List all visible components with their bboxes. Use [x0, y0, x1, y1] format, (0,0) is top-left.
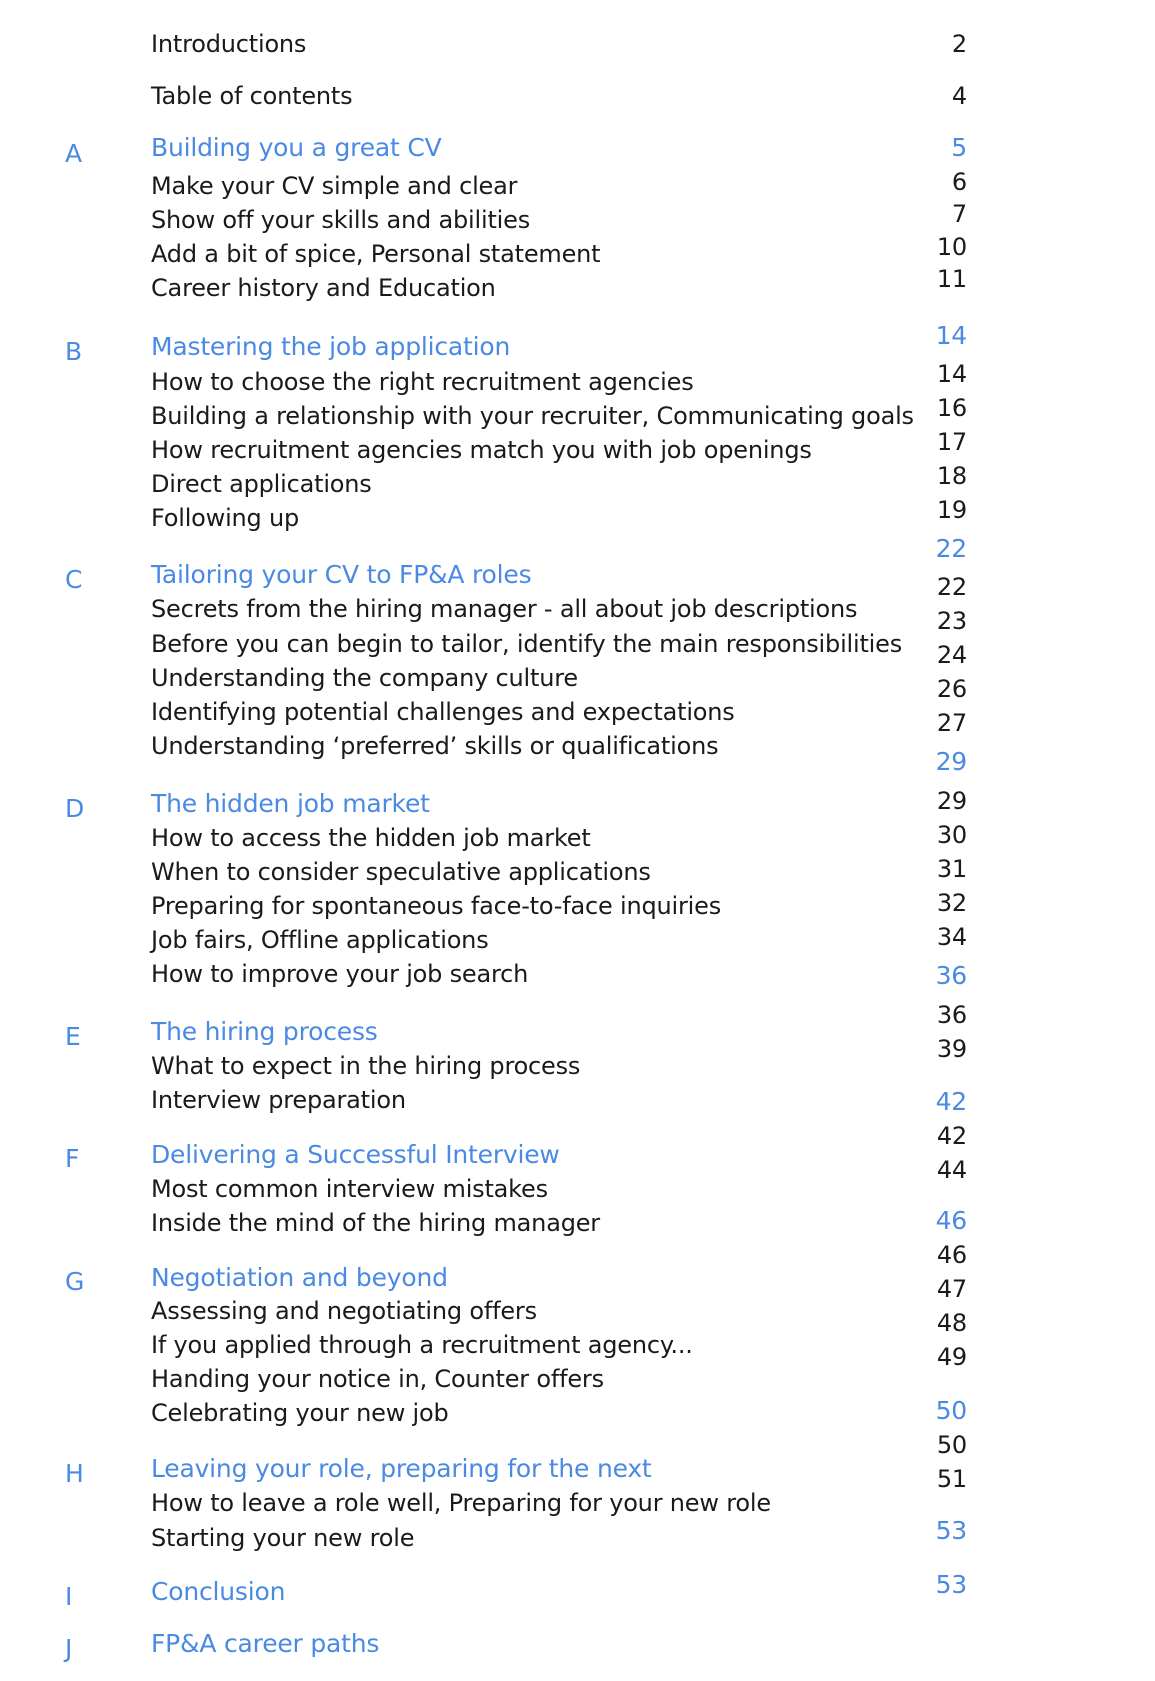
section-page-i: 53 [935, 1516, 967, 1545]
toc-item[interactable]: Inside the mind of the hiring manager [151, 1209, 600, 1237]
item-page-number: 17 [936, 428, 967, 456]
item-page-number: 32 [936, 889, 967, 917]
section-title-c[interactable]: Tailoring your CV to FP&A roles [151, 560, 532, 589]
toc-entry-introductions[interactable]: Introductions [151, 30, 307, 58]
section-page-b: 14 [935, 321, 967, 350]
section-title-j[interactable]: FP&A career paths [151, 1629, 380, 1658]
toc-item[interactable]: When to consider speculative applications [151, 858, 651, 886]
section-letter-c: C [65, 565, 83, 594]
toc-item[interactable]: Identifying potential challenges and expectations [151, 698, 735, 726]
toc-item[interactable]: Direct applications [151, 470, 372, 498]
section-title-g[interactable]: Negotiation and beyond [151, 1263, 448, 1292]
section-page-f: 42 [935, 1087, 967, 1116]
toc-item[interactable]: Starting your new role [151, 1524, 415, 1552]
section-page-j: 53 [935, 1570, 967, 1599]
toc-item[interactable]: Interview preparation [151, 1086, 406, 1114]
item-page-number: 27 [936, 709, 967, 737]
item-page-number: 19 [936, 496, 967, 524]
item-page-number: 31 [936, 855, 967, 883]
toc-item[interactable]: Celebrating your new job [151, 1399, 449, 1427]
item-page-number: 10 [936, 233, 967, 261]
section-letter-e: E [65, 1022, 81, 1051]
item-page-number: 11 [936, 265, 967, 293]
toc-item[interactable]: Preparing for spontaneous face-to-face inquiries [151, 892, 722, 920]
toc-item[interactable]: Show off your skills and abilities [151, 206, 531, 234]
item-page-number: 46 [936, 1241, 967, 1269]
toc-item[interactable]: Add a bit of spice, Personal statement [151, 240, 601, 268]
item-page-number: 34 [936, 923, 967, 951]
section-page-c: 22 [935, 534, 967, 563]
section-page-a: 5 [951, 133, 967, 162]
section-letter-g: G [65, 1267, 85, 1296]
section-page-h: 50 [935, 1396, 967, 1425]
toc-item[interactable]: Understanding ‘preferred’ skills or qualifications [151, 732, 719, 760]
section-title-i[interactable]: Conclusion [151, 1577, 286, 1606]
section-title-f[interactable]: Delivering a Successful Interview [151, 1140, 560, 1169]
section-letter-j: J [65, 1634, 73, 1663]
item-page-number: 50 [936, 1431, 967, 1459]
item-page-number: 44 [936, 1156, 967, 1184]
toc-item[interactable]: How to choose the right recruitment agencies [151, 368, 694, 396]
item-page-number: 22 [936, 573, 967, 601]
section-title-b[interactable]: Mastering the job application [151, 332, 511, 361]
page-number-introductions: 2 [951, 30, 967, 58]
toc-item[interactable]: How to improve your job search [151, 960, 529, 988]
toc-item[interactable]: Career history and Education [151, 274, 496, 302]
section-letter-h: H [65, 1459, 84, 1488]
toc-item[interactable]: What to expect in the hiring process [151, 1052, 581, 1080]
toc-item[interactable]: Make your CV simple and clear [151, 172, 518, 200]
section-letter-b: B [65, 337, 82, 366]
item-page-number: 23 [936, 607, 967, 635]
item-page-number: 51 [936, 1465, 967, 1493]
item-page-number: 26 [936, 675, 967, 703]
section-letter-a: A [65, 139, 82, 168]
toc-item[interactable]: Job fairs, Offline applications [151, 926, 489, 954]
toc-item[interactable]: How to access the hidden job market [151, 824, 591, 852]
section-letter-i: I [65, 1582, 73, 1611]
item-page-number: 29 [936, 787, 967, 815]
toc-item[interactable]: Secrets from the hiring manager - all about job descriptions [151, 595, 858, 623]
item-page-number: 48 [936, 1309, 967, 1337]
item-page-number: 30 [936, 821, 967, 849]
toc-item[interactable]: Handing your notice in, Counter offers [151, 1365, 604, 1393]
toc-item[interactable]: If you applied through a recruitment agency... [151, 1331, 693, 1359]
toc-item[interactable]: Building a relationship with your recruiter, Communicating goals [151, 402, 914, 430]
toc-item[interactable]: How recruitment agencies match you with job openings [151, 436, 812, 464]
item-page-number: 6 [951, 168, 967, 196]
item-page-number: 24 [936, 641, 967, 669]
item-page-number: 47 [936, 1275, 967, 1303]
toc-item[interactable]: How to leave a role well, Preparing for your new role [151, 1489, 771, 1517]
item-page-number: 18 [936, 462, 967, 490]
toc-item[interactable]: Understanding the company culture [151, 664, 578, 692]
section-letter-f: F [65, 1144, 80, 1173]
section-title-d[interactable]: The hidden job market [151, 789, 430, 818]
item-page-number: 14 [936, 360, 967, 388]
item-page-number: 49 [936, 1343, 967, 1371]
item-page-number: 36 [936, 1001, 967, 1029]
item-page-number: 16 [936, 394, 967, 422]
section-page-d: 29 [935, 747, 967, 776]
section-page-e: 36 [935, 961, 967, 990]
section-title-a[interactable]: Building you a great CV [151, 133, 442, 162]
section-title-h[interactable]: Leaving your role, preparing for the next [151, 1454, 652, 1483]
item-page-number: 7 [951, 200, 967, 228]
toc-entry-table-of-contents[interactable]: Table of contents [151, 82, 353, 110]
toc-item[interactable]: Following up [151, 504, 300, 532]
item-page-number: 39 [936, 1035, 967, 1063]
toc-item[interactable]: Most common interview mistakes [151, 1175, 548, 1203]
section-page-g: 46 [935, 1206, 967, 1235]
section-letter-d: D [65, 794, 85, 823]
page-number-table-of-contents: 4 [951, 82, 967, 110]
toc-item[interactable]: Before you can begin to tailor, identify the main responsibilities [151, 630, 903, 658]
toc-item[interactable]: Assessing and negotiating offers [151, 1297, 537, 1325]
section-title-e[interactable]: The hiring process [151, 1017, 378, 1046]
item-page-number: 42 [936, 1122, 967, 1150]
